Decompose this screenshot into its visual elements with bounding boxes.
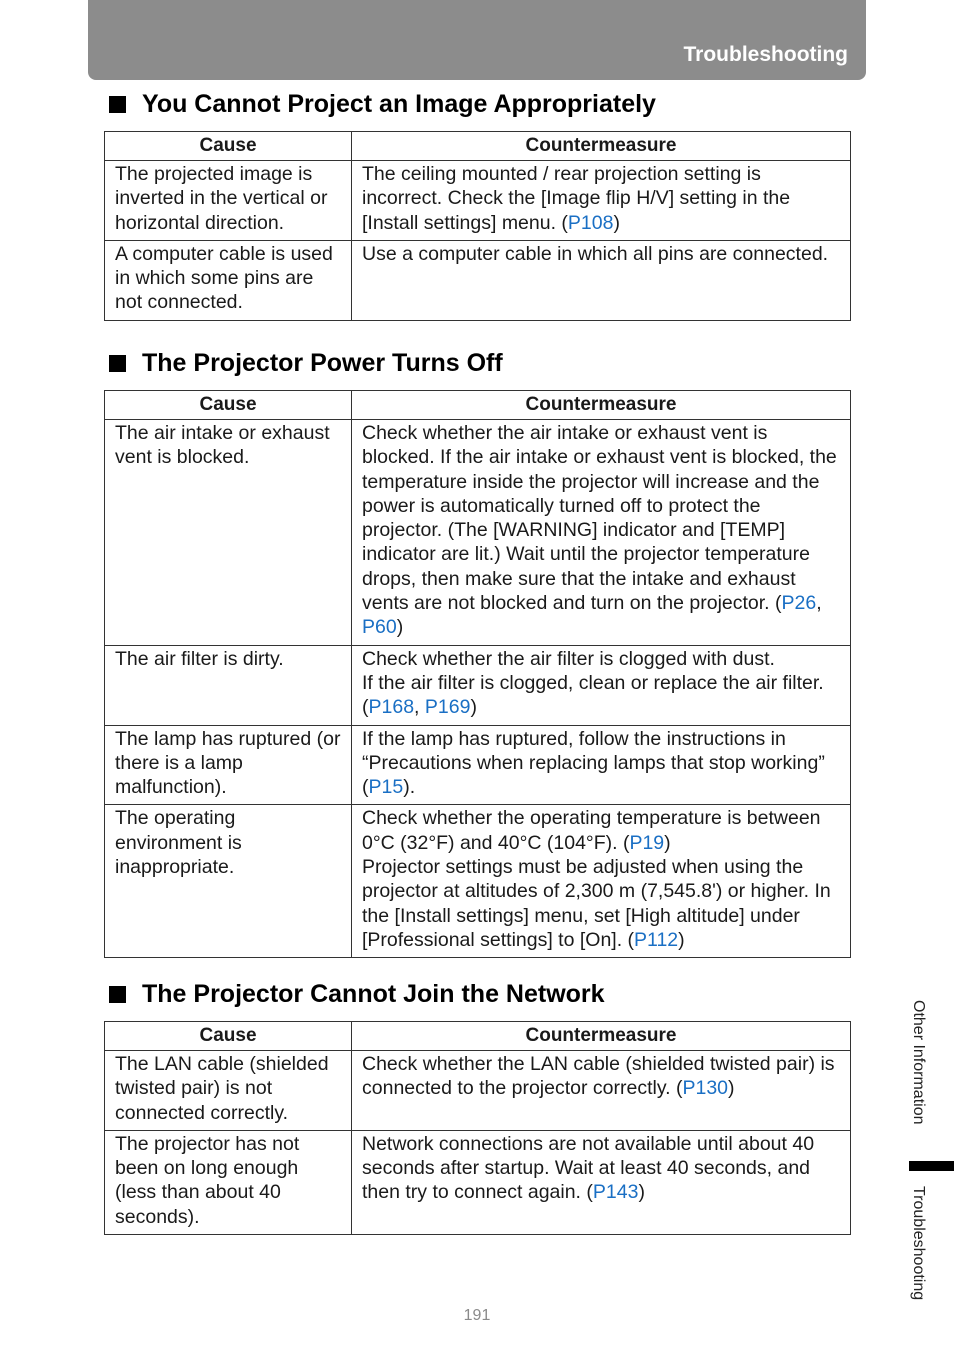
column-header-cause: Cause xyxy=(105,1022,352,1051)
countermeasure-text: , xyxy=(414,696,425,719)
countermeasure-text: ) xyxy=(396,616,404,639)
cause-cell: The LAN cable (shielded twisted pair) is not connected correctly. xyxy=(105,1051,352,1131)
countermeasure-text: ) xyxy=(728,1077,735,1100)
countermeasure-cell xyxy=(352,1130,851,1234)
section-heading-text: You Cannot Project an Image Appropriately xyxy=(142,90,656,118)
countermeasure-text: Projector settings must be adjusted when using the projector at altitudes of 2,300 m (7,545.8') or higher. In the [Install settings] menu, set [High altitude] under [Professional settings] to [On]. ( xyxy=(362,856,831,951)
countermeasure-text: ) xyxy=(613,211,620,234)
table-row xyxy=(105,805,851,958)
section-heading xyxy=(104,88,850,120)
countermeasure-cell xyxy=(352,420,851,646)
square-bullet-icon xyxy=(109,96,126,113)
countermeasure-text: ) xyxy=(470,696,477,719)
table-row xyxy=(105,240,851,320)
cause-cell: A computer cable is used in which some pins are not connected. xyxy=(105,240,352,320)
countermeasure-text: Check whether the air filter is clogged with dust. xyxy=(362,647,775,670)
page-reference-link[interactable]: P143 xyxy=(592,1181,639,1204)
column-header-countermeasure: Countermeasure xyxy=(352,391,851,420)
countermeasure-text: Check whether the air intake or exhaust vent is blocked. If the air intake or exhaust vent is blocked, the temperature inside the projector will increase and the power is automatically turned off to protect the projector. (The [WARNING] indicator and [TEMP] indicator are lit.) Wait until the projector temperature drops, then make sure that the intake and exhaust vents are not blocked and turn on the projector. ( xyxy=(362,422,837,615)
countermeasure-text: Use a computer cable in which all pins are connected. xyxy=(362,242,829,265)
trouble-table xyxy=(104,390,851,958)
cause-cell: The projected image is inverted in the vertical or horizontal direction. xyxy=(105,161,352,241)
page-reference-link[interactable]: P19 xyxy=(629,831,665,854)
table-row xyxy=(105,1130,851,1234)
page-reference-link[interactable]: P112 xyxy=(634,928,679,951)
page-reference-link[interactable]: P130 xyxy=(682,1077,729,1100)
table-row xyxy=(105,1051,851,1131)
countermeasure-cell xyxy=(352,805,851,958)
cause-cell: The operating environment is inappropriate. xyxy=(105,805,352,958)
countermeasure-text: If the air filter is clogged, clean or replace the air filter. ( xyxy=(362,671,824,719)
countermeasure-text: Network connections are not available until about 40 seconds after startup. Wait at least 40 seconds, and then try to connect again. ( xyxy=(362,1132,815,1204)
countermeasure-cell xyxy=(352,161,851,241)
countermeasure-text: , xyxy=(816,592,822,615)
side-tab-troubleshooting[interactable]: Troubleshooting xyxy=(910,1186,927,1301)
section-heading-text: The Projector Cannot Join the Network xyxy=(142,980,605,1008)
square-bullet-icon xyxy=(109,355,126,372)
table-row xyxy=(105,420,851,646)
countermeasure-cell xyxy=(352,645,851,725)
column-header-countermeasure: Countermeasure xyxy=(352,132,851,161)
countermeasure-text: The ceiling mounted / rear projection setting is incorrect. Check the [Image flip H/V] setting in the [Install settings] menu. ( xyxy=(362,163,791,234)
section-heading xyxy=(104,978,850,1010)
section-heading-text: The Projector Power Turns Off xyxy=(142,349,503,377)
countermeasure-text: ) xyxy=(664,831,671,854)
section-cannot-join-network xyxy=(104,978,850,1235)
column-header-cause: Cause xyxy=(105,132,352,161)
trouble-table xyxy=(104,1021,851,1235)
cause-cell: The lamp has ruptured (or there is a lamp malfunction). xyxy=(105,725,352,805)
header-title: Troubleshooting xyxy=(683,43,848,66)
side-tab-other-information[interactable]: Other Information xyxy=(910,1000,927,1125)
table-row xyxy=(105,645,851,725)
page-reference-link[interactable]: P26 xyxy=(781,592,817,615)
header-bar xyxy=(88,0,866,80)
section-power-turns-off xyxy=(104,347,850,958)
table-row xyxy=(105,161,851,241)
countermeasure-text: ) xyxy=(678,928,685,951)
countermeasure-text: ) xyxy=(638,1181,645,1204)
column-header-countermeasure: Countermeasure xyxy=(352,1022,851,1051)
page-reference-link[interactable]: P15 xyxy=(368,776,404,799)
side-tab-marker xyxy=(909,1161,954,1171)
table-row xyxy=(105,725,851,805)
countermeasure-cell xyxy=(352,240,851,320)
square-bullet-icon xyxy=(109,986,126,1003)
countermeasure-text: Check whether the LAN cable (shielded twisted pair) is connected to the projector correctly. ( xyxy=(362,1053,835,1100)
page-reference-link[interactable]: P108 xyxy=(567,211,614,234)
cause-cell: The air filter is dirty. xyxy=(105,645,352,725)
page-number: 191 xyxy=(463,1307,491,1324)
trouble-table xyxy=(104,131,851,321)
page-reference-link[interactable]: P60 xyxy=(362,616,397,639)
cause-cell: The air intake or exhaust vent is blocked. xyxy=(105,420,352,646)
countermeasure-text: If the lamp has ruptured, follow the instructions in “Precautions when replacing lamps that stop working” ( xyxy=(362,727,825,799)
section-heading xyxy=(104,347,850,379)
page-reference-link[interactable]: P169 xyxy=(424,696,471,719)
countermeasure-text: Check whether the operating temperature is between 0°C (32°F) and 40°C (104°F). ( xyxy=(362,807,821,854)
page-reference-link[interactable]: P168 xyxy=(368,696,415,719)
countermeasure-text: ). xyxy=(403,776,416,799)
column-header-cause: Cause xyxy=(105,391,352,420)
cause-cell: The projector has not been on long enough (less than about 40 seconds). xyxy=(105,1130,352,1234)
section-cannot-project xyxy=(104,88,850,321)
countermeasure-cell xyxy=(352,1051,851,1131)
countermeasure-cell xyxy=(352,725,851,805)
